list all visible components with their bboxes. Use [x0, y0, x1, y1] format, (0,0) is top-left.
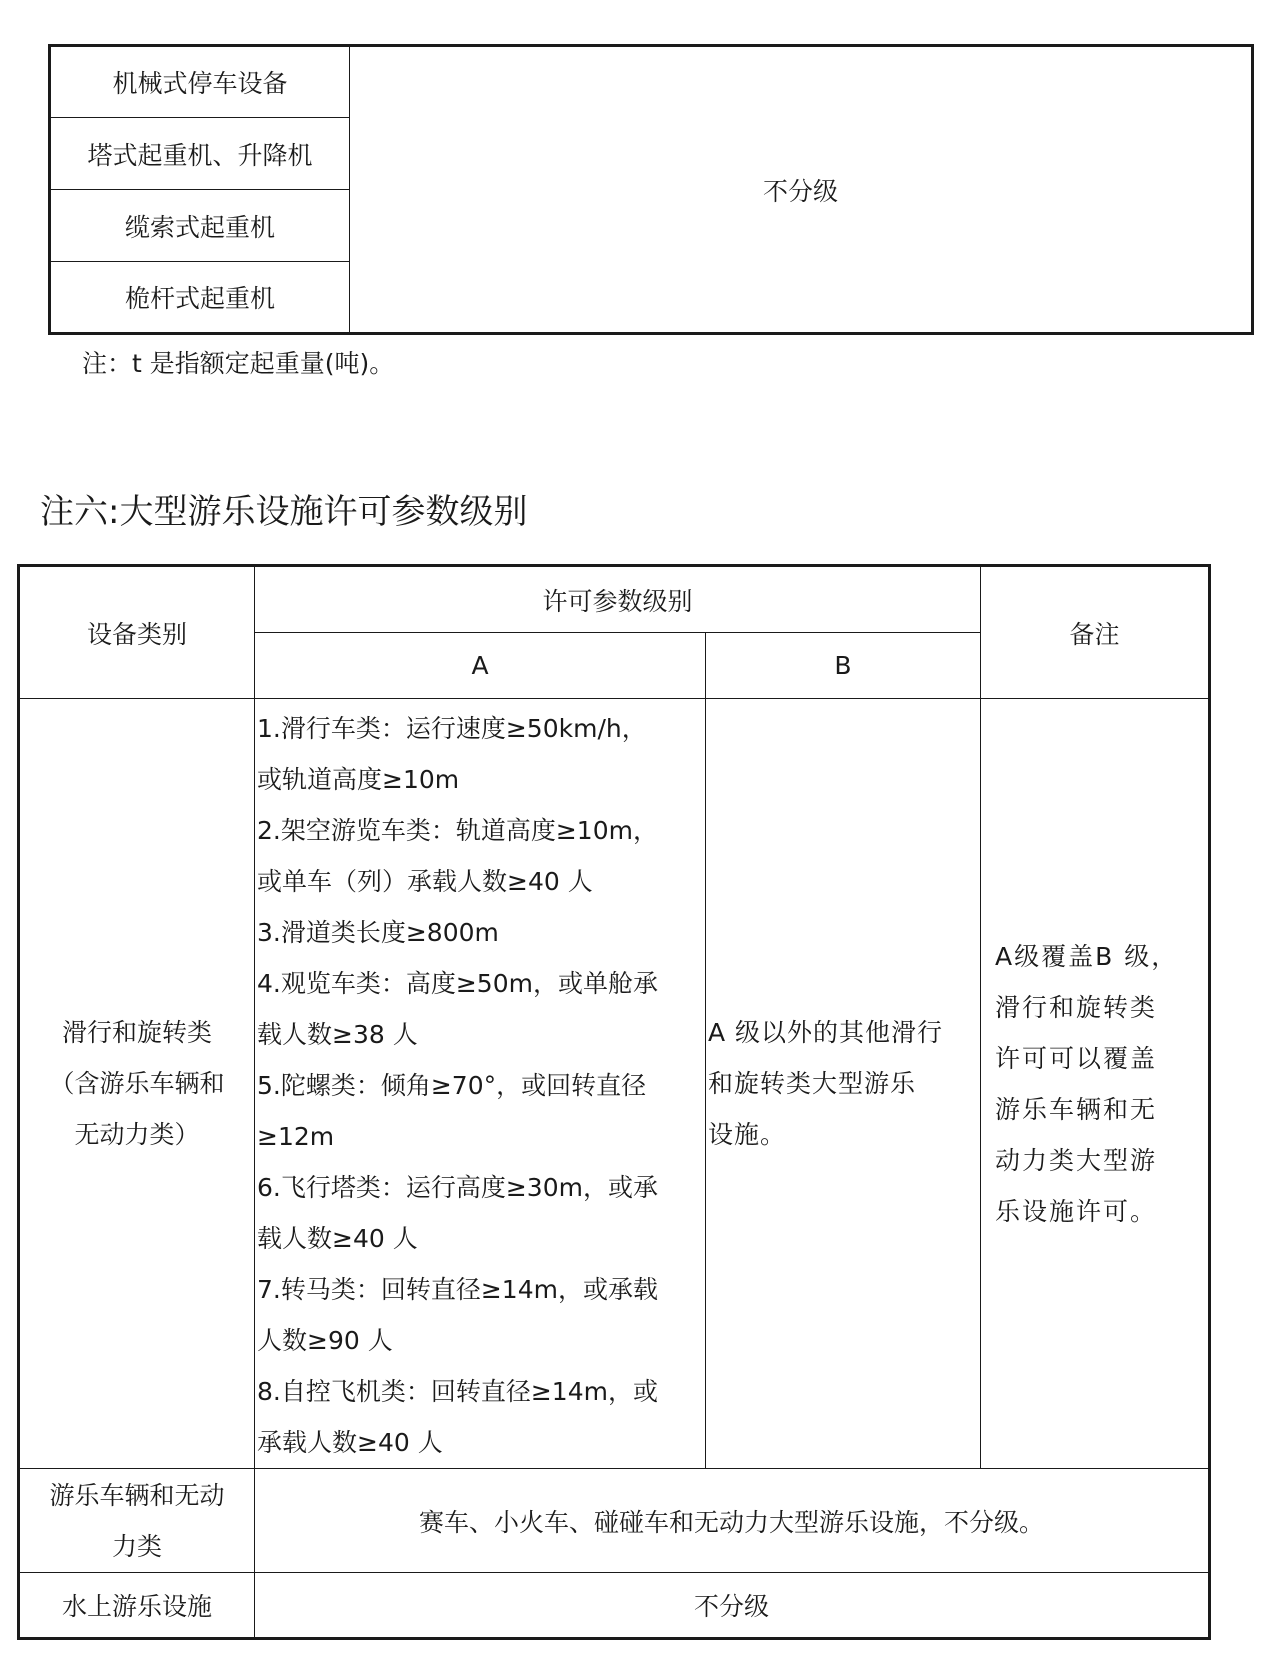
level-b-cell [706, 699, 981, 1469]
table-cell: 机械式停车设备 [50, 46, 350, 118]
list-item: 人数≥90 人 [257, 1326, 393, 1355]
header-category: 设备类别 [19, 566, 255, 699]
remark-line: 乐设施许可。 [995, 1196, 1158, 1226]
list-item: 承载人数≥40 人 [257, 1428, 443, 1457]
remark-line: A级覆盖B 级， [995, 941, 1179, 971]
list-item: 2.架空游览车类：轨道高度≥10m， [257, 816, 658, 845]
header-level-a: A [255, 633, 706, 699]
remark-line: 滑行和旋转类 [995, 992, 1158, 1022]
remark-line: 动力类大型游 [995, 1145, 1158, 1175]
category-line: 无动力类） [74, 1120, 200, 1149]
table-cell: 缆索式起重机 [50, 190, 350, 262]
category-line: 滑行和旋转类 [61, 1018, 212, 1047]
level-b-line: 和旋转类大型游乐 [708, 1069, 917, 1098]
list-item: 1.滑行车类：运行速度≥50km/h， [257, 714, 647, 743]
level-a-cell [255, 699, 706, 1469]
category-cell [19, 1469, 255, 1573]
list-item: 载人数≥40 人 [257, 1224, 418, 1253]
merged-cell: 不分级 [255, 1573, 1210, 1639]
category-cell: 水上游乐设施 [19, 1573, 255, 1639]
header-remark: 备注 [981, 566, 1210, 699]
category-line: 力类 [111, 1531, 162, 1561]
table-cell: 塔式起重机、升降机 [50, 118, 350, 190]
remark-line: 游乐车辆和无 [995, 1094, 1158, 1124]
list-item: 3.滑道类长度≥800m [257, 918, 499, 947]
list-item: 8.自控飞机类：回转直径≥14m，或 [257, 1377, 658, 1406]
level-b-line: A 级以外的其他滑行 [708, 1018, 944, 1047]
list-item: 载人数≥38 人 [257, 1020, 418, 1049]
remark-line: 许可可以覆盖 [995, 1043, 1158, 1073]
header-permit-level: 许可参数级别 [255, 566, 981, 633]
list-item: 7.转马类：回转直径≥14m，或承载 [257, 1275, 658, 1304]
grade-cell: 不分级 [350, 46, 1253, 334]
list-item: 4.观览车类：高度≥50m，或单舱承 [257, 969, 658, 998]
crane-table [48, 44, 1254, 335]
list-item: 或单车（列）承载人数≥40 人 [257, 867, 593, 896]
remark-cell [981, 699, 1210, 1469]
table-note: 注：t 是指额定起重量(吨)。 [82, 349, 395, 378]
list-item: 6.飞行塔类：运行高度≥30m，或承 [257, 1173, 658, 1202]
level-b-line: 设施。 [708, 1120, 787, 1149]
table-cell: 桅杆式起重机 [50, 262, 350, 334]
merged-cell: 赛车、小火车、碰碰车和无动力大型游乐设施，不分级。 [255, 1469, 1210, 1573]
list-item: 5.陀螺类：倾角≥70°，或回转直径 [257, 1071, 647, 1100]
category-line: （含游乐车辆和 [49, 1069, 225, 1098]
section-title: 注六:大型游乐设施许可参数级别 [40, 492, 528, 532]
header-level-b: B [706, 633, 981, 699]
ride-table [17, 564, 1211, 1640]
category-line: 游乐车辆和无动 [49, 1480, 225, 1510]
category-cell [19, 699, 255, 1469]
list-item: ≥12m [257, 1122, 335, 1151]
list-item: 或轨道高度≥10m [257, 765, 460, 794]
